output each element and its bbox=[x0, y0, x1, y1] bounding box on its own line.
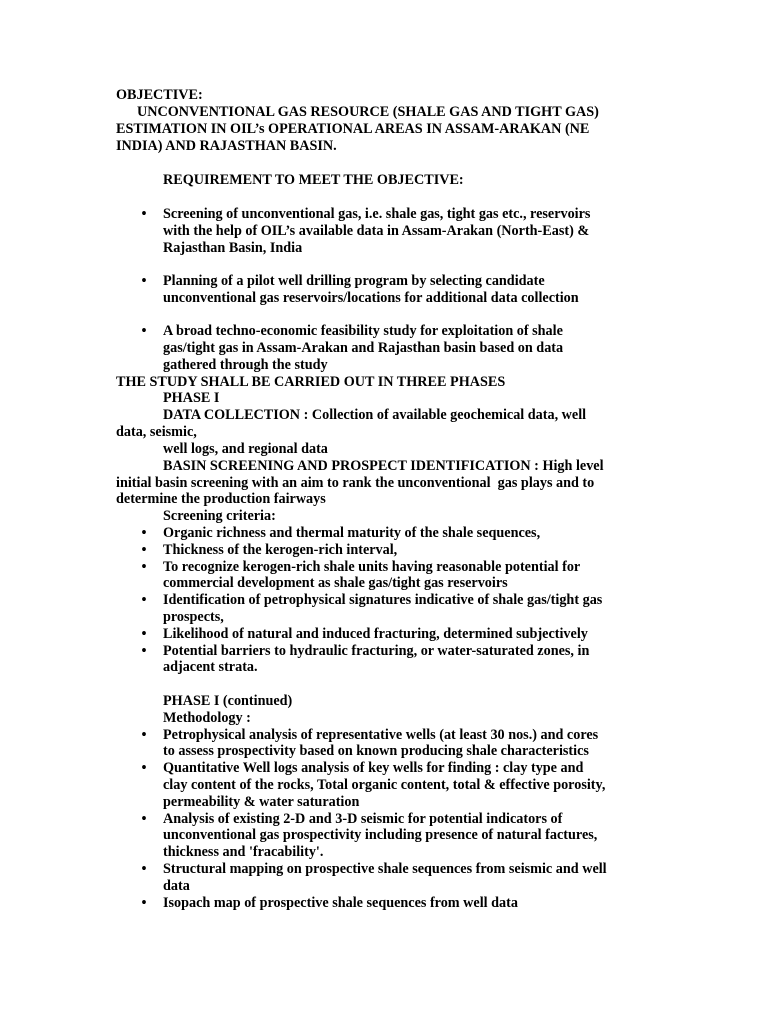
requirement-item: gas/tight gas in Assam-Arakan and Rajasthan basin based on data bbox=[163, 340, 564, 356]
methodology-item: Quantitative Well logs analysis of key wells for finding : clay type and bbox=[163, 760, 584, 776]
criteria-item: Potential barriers to hydraulic fracturing, or water-saturated zones, in bbox=[163, 643, 590, 659]
bullet-icon: • bbox=[141, 273, 147, 289]
bullet-icon: • bbox=[141, 727, 147, 743]
objective-line: UNCONVENTIONAL GAS RESOURCE (SHALE GAS AND TIGHT GAS) bbox=[137, 104, 599, 120]
objective-line: ESTIMATION IN OIL’s OPERATIONAL AREAS IN ASSAM-ARAKAN (NE bbox=[116, 121, 590, 137]
criteria-item: adjacent strata. bbox=[163, 659, 258, 675]
methodology-item: data bbox=[163, 878, 190, 894]
requirement-item: with the help of OIL’s available data in Assam-Arakan (North-East) & bbox=[163, 223, 590, 239]
criteria-heading: Screening criteria: bbox=[163, 508, 276, 524]
bullet-icon: • bbox=[141, 542, 147, 558]
methodology-item: thickness and 'fracability'. bbox=[163, 844, 324, 860]
study-heading: THE STUDY SHALL BE CARRIED OUT IN THREE PHASES bbox=[116, 374, 506, 390]
methodology-item: clay content of the rocks, Total organic content, total & effective porosity, bbox=[163, 777, 606, 793]
bullet-icon: • bbox=[141, 811, 147, 827]
requirement-heading: REQUIREMENT TO MEET THE OBJECTIVE: bbox=[163, 172, 464, 188]
objective-heading: OBJECTIVE: bbox=[116, 87, 203, 103]
objective-line: INDIA) AND RAJASTHAN BASIN. bbox=[116, 138, 337, 154]
bullet-icon: • bbox=[141, 626, 147, 642]
bullet-icon: • bbox=[141, 643, 147, 659]
phase-title: PHASE I bbox=[163, 390, 220, 406]
bullet-icon: • bbox=[141, 895, 147, 911]
requirement-item: unconventional gas reservoirs/locations for additional data collection bbox=[163, 290, 579, 306]
bullet-icon: • bbox=[141, 323, 147, 339]
methodology-item: permeability & water saturation bbox=[163, 794, 360, 810]
bullet-icon: • bbox=[141, 206, 147, 222]
methodology-item: Isopach map of prospective shale sequences from well data bbox=[163, 895, 518, 911]
criteria-item: Identification of petrophysical signatures indicative of shale gas/tight gas bbox=[163, 592, 603, 608]
criteria-item: Likelihood of natural and induced fracturing, determined subjectively bbox=[163, 626, 588, 642]
requirement-item: gathered through the study bbox=[163, 357, 328, 373]
methodology-item: Analysis of existing 2-D and 3-D seismic for potential indicators of bbox=[163, 811, 563, 827]
basin-screening-line: BASIN SCREENING AND PROSPECT IDENTIFICATION : High level bbox=[163, 458, 604, 474]
requirement-item: Planning of a pilot well drilling program by selecting candidate bbox=[163, 273, 545, 289]
methodology-item: unconventional gas prospectivity including presence of natural factures, bbox=[163, 827, 598, 843]
phase-continued-title: PHASE I (continued) bbox=[163, 693, 293, 709]
criteria-item: Organic richness and thermal maturity of the shale sequences, bbox=[163, 525, 541, 541]
data-collection-line: data, seismic, bbox=[116, 424, 197, 440]
bullet-icon: • bbox=[141, 861, 147, 877]
bullet-icon: • bbox=[141, 760, 147, 776]
methodology-item: Structural mapping on prospective shale sequences from seismic and well bbox=[163, 861, 607, 877]
methodology-heading: Methodology : bbox=[163, 710, 251, 726]
criteria-item: prospects, bbox=[163, 609, 224, 625]
basin-screening-line: initial basin screening with an aim to rank the unconventional gas plays and to bbox=[116, 475, 595, 491]
criteria-item: commercial development as shale gas/tight gas reservoirs bbox=[163, 575, 508, 591]
requirement-item: Rajasthan Basin, India bbox=[163, 240, 303, 256]
requirement-item: Screening of unconventional gas, i.e. shale gas, tight gas etc., reservoirs bbox=[163, 206, 591, 222]
bullet-icon: • bbox=[141, 592, 147, 608]
data-collection-line: DATA COLLECTION : Collection of available geochemical data, well bbox=[163, 407, 587, 423]
basin-screening-line: determine the production fairways bbox=[116, 491, 326, 507]
data-collection-line: well logs, and regional data bbox=[163, 441, 328, 457]
bullet-icon: • bbox=[141, 559, 147, 575]
methodology-item: Petrophysical analysis of representative wells (at least 30 nos.) and cores bbox=[163, 727, 599, 743]
criteria-item: To recognize kerogen-rich shale units having reasonable potential for bbox=[163, 559, 581, 575]
requirement-item: A broad techno-economic feasibility study for exploitation of shale bbox=[163, 323, 563, 339]
bullet-icon: • bbox=[141, 525, 147, 541]
methodology-item: to assess prospectivity based on known producing shale characteristics bbox=[163, 743, 589, 759]
criteria-item: Thickness of the kerogen-rich interval, bbox=[163, 542, 398, 558]
